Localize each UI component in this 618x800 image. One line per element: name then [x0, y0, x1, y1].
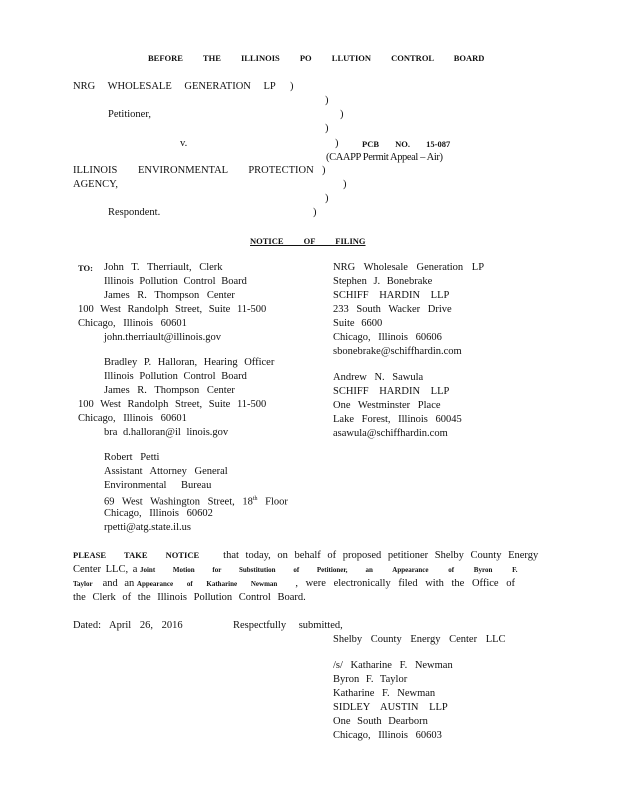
- recipient-line: Chicago, Illinois 60601: [78, 318, 187, 329]
- recipient-line: Andrew N. Sawula: [333, 372, 424, 383]
- client-name: Shelby County Energy Center LLC: [333, 634, 506, 645]
- respondent-name-line2: AGENCY,: [73, 179, 119, 190]
- court-heading: BEFORE THE ILLINOIS PO LLUTION CONTROL BOARD: [148, 53, 485, 63]
- recipient-line: Robert Petti: [104, 452, 160, 463]
- recipient-line: Lake Forest, Illinois 60045: [333, 414, 462, 425]
- caption-paren: ): [335, 138, 339, 149]
- notice-paragraph-line2: Center LLC, a Joint Motion for Substitution of Petitioner, an Appearance of Byron F.: [73, 564, 518, 575]
- recipient-line: Bradley P. Halloran, Hearing Officer: [104, 357, 275, 368]
- respectfully-submitted: Respectfully submitted,: [233, 620, 343, 631]
- law-firm: SIDLEY AUSTIN LLP: [333, 702, 448, 713]
- recipient-line: John T. Therriault, Clerk: [104, 262, 223, 273]
- caption-paren: ): [313, 207, 317, 218]
- respondent-role: Respondent.: [108, 207, 161, 218]
- respondent-name-line1: ILLINOIS ENVIRONMENTAL PROTECTION: [73, 165, 314, 176]
- recipient-line: SCHIFF HARDIN LLP: [333, 290, 450, 301]
- notice-paragraph-line1: PLEASE TAKE NOTICE that today, on behalf of proposed petitioner Shelby County Energy: [73, 550, 539, 561]
- recipient-line: Illinois Pollution Control Board: [104, 371, 247, 382]
- recipient-line: James R. Thompson Center: [104, 385, 235, 396]
- recipient-email[interactable]: rpetti@atg.state.il.us: [104, 522, 191, 533]
- recipient-line: Environmental Bureau: [104, 480, 212, 491]
- case-type: (CAAPP Permit Appeal – Air): [326, 152, 443, 163]
- recipient-line: Chicago, Illinois 60601: [78, 413, 187, 424]
- pcb-number: PCB NO. 15-087: [362, 139, 451, 149]
- recipient-line: Chicago, Illinois 60606: [333, 332, 442, 343]
- firm-address-line1: One South Dearborn: [333, 716, 428, 727]
- notice-paragraph-line4: the Clerk of the Illinois Pollution Control Board.: [73, 592, 306, 603]
- recipient-line: Suite 6600: [333, 318, 383, 329]
- recipient-email[interactable]: sbonebrake@schiffhardin.com: [333, 346, 462, 357]
- caption-paren: ): [340, 109, 344, 120]
- caption-paren: ): [322, 165, 326, 176]
- electronic-signature: /s/ Katharine F. Newman: [333, 660, 453, 671]
- notice-paragraph-line3: Taylor and an Appearance of Katharine Newman , were electronically filed with the Office of: [73, 578, 515, 589]
- firm-address-line2: Chicago, Illinois 60603: [333, 730, 442, 741]
- to-label: TO:: [78, 263, 93, 273]
- petitioner-role: Petitioner,: [108, 109, 152, 120]
- recipient-line: One Westminster Place: [333, 400, 441, 411]
- petitioner-name: NRG WHOLESALE GENERATION LP: [73, 81, 276, 92]
- recipient-line: 100 West Randolph Street, Suite 11-500: [78, 304, 267, 315]
- caption-paren: ): [325, 95, 329, 106]
- recipient-email[interactable]: bra d.halloran@il linois.gov: [104, 427, 229, 438]
- dated-line: Dated: April 26, 2016: [73, 620, 183, 631]
- caption-paren: ): [325, 193, 329, 204]
- recipient-line: 100 West Randolph Street, Suite 11-500: [78, 399, 267, 410]
- recipient-line: Assistant Attorney General: [104, 466, 228, 477]
- caption-paren: ): [343, 179, 347, 190]
- caption-paren: ): [290, 81, 294, 92]
- recipient-line: 69 West Washington Street, 18th Floor: [104, 496, 288, 508]
- recipient-line: SCHIFF HARDIN LLP: [333, 386, 450, 397]
- signatory-name: Byron F. Taylor: [333, 674, 408, 685]
- recipient-email[interactable]: asawula@schiffhardin.com: [333, 428, 448, 439]
- recipient-line: NRG Wholesale Generation LP: [333, 262, 485, 273]
- recipient-line: Illinois Pollution Control Board: [104, 276, 247, 287]
- recipient-line: Chicago, Illinois 60602: [104, 508, 213, 519]
- signatory-name: Katharine F. Newman: [333, 688, 436, 699]
- caption-paren: ): [325, 123, 329, 134]
- versus: v.: [180, 138, 188, 149]
- recipient-line: 233 South Wacker Drive: [333, 304, 452, 315]
- recipient-email[interactable]: john.therriault@illinois.gov: [104, 332, 221, 343]
- notice-heading: NOTICE OF FILING: [250, 236, 366, 246]
- recipient-line: Stephen J. Bonebrake: [333, 276, 433, 287]
- recipient-line: James R. Thompson Center: [104, 290, 235, 301]
